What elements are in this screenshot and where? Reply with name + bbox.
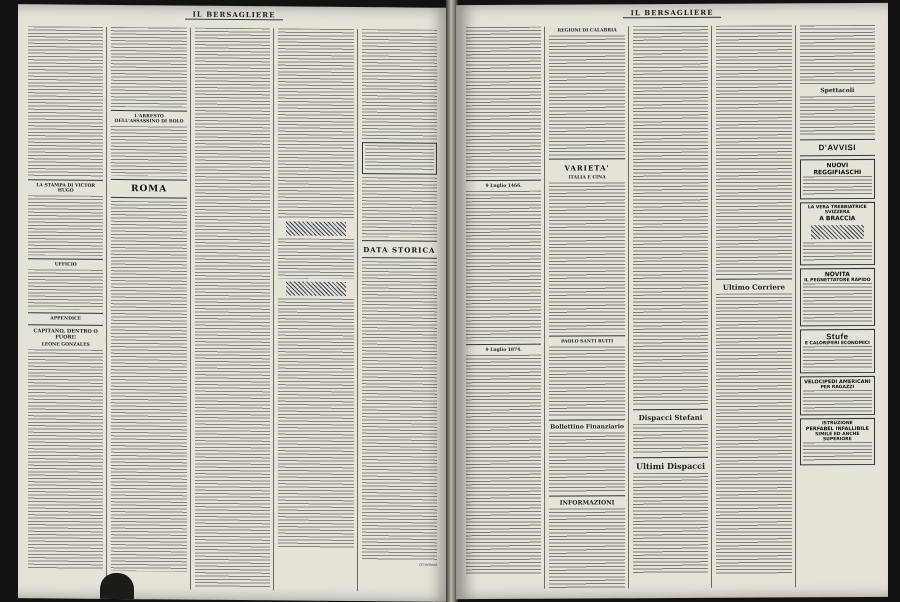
regioni-heading: REGIONI DI CALABRIA bbox=[557, 28, 617, 34]
ad-velocipedi: VELOCIPEDI AMERICANI PER RAGAZZI bbox=[800, 376, 875, 415]
varieta-heading: VARIETA' bbox=[564, 163, 610, 173]
small-woodcut-image bbox=[286, 221, 345, 236]
left-headline-arresto: L'ARRESTO DELL'ASSASSINO DI BOLO bbox=[114, 114, 184, 125]
serial-author: LEONE GONZALES bbox=[41, 342, 90, 348]
spettacoli-heading: Spettacoli bbox=[820, 87, 855, 95]
paolo-heading: PAOLO SANTI RUITI bbox=[561, 339, 614, 345]
informazioni-heading: INFORMAZIONI bbox=[559, 499, 615, 507]
ultimi-dispacci-heading: Ultimi Dispacci bbox=[635, 460, 706, 472]
left-masthead: IL BERSAGLIERE bbox=[18, 8, 450, 26]
bollettino-heading: Bollettino Finanziario bbox=[550, 423, 625, 431]
left-column-1 bbox=[28, 26, 107, 589]
avvisi-heading: D'AVVISI bbox=[818, 143, 856, 153]
data-storica-heading: DATA STORICA bbox=[363, 245, 436, 255]
small-woodcut-image bbox=[286, 281, 345, 296]
continua-note: (Continua) bbox=[419, 561, 438, 567]
roma-heading: ROMA bbox=[130, 184, 168, 195]
right-column-1 bbox=[466, 27, 545, 589]
luglio-1874-heading: 9 Luglio 1874. bbox=[485, 347, 522, 353]
ad-trebbiatrice: LA VERA TREBBIATRICE SVIZZERA A BRACCIA bbox=[800, 202, 875, 265]
right-page bbox=[456, 3, 888, 599]
left-column-5 bbox=[362, 29, 440, 592]
ad-stufe: Stufe E CALORIFERI ECONOMICI bbox=[800, 329, 875, 373]
left-column-3 bbox=[195, 28, 274, 591]
right-column-ads bbox=[800, 25, 878, 587]
right-masthead: IL BERSAGLIERE bbox=[456, 7, 888, 23]
weather-table bbox=[362, 142, 437, 175]
thumb-shadow bbox=[100, 573, 134, 599]
right-column-3 bbox=[633, 26, 712, 588]
luglio-1466-heading: 9 Luglio 1466. bbox=[485, 183, 522, 189]
left-column-2 bbox=[111, 27, 190, 590]
ad-reggifiaschi: NUOVI REGGIFIASCHI bbox=[800, 159, 875, 199]
ultimo-corriere-heading: Ultimo Corriere bbox=[722, 282, 785, 292]
machine-illustration bbox=[811, 225, 864, 239]
dispacci-heading: Dispacci Stefani bbox=[638, 412, 703, 423]
italia-cina-heading: ITALIA E CINA bbox=[568, 175, 606, 181]
left-page bbox=[18, 4, 450, 602]
right-column-2 bbox=[549, 26, 628, 588]
left-headline-frontiera: LA STAMPA DI VICTOR HUGO bbox=[36, 183, 96, 194]
ad-perfabel: ISTRUZIONE PERFABEL INFALLIBILE SIMILE ED ANCHE SUPERIORE bbox=[800, 418, 875, 465]
appendice-heading: APPENDICE bbox=[50, 316, 82, 322]
left-headline-ufficio: UFFICIO bbox=[54, 262, 77, 268]
right-column-4 bbox=[716, 25, 795, 587]
ad-pegnettatore: NOVITA IL PEGNETTATORE RAPIDO bbox=[800, 268, 875, 326]
left-column-4 bbox=[278, 28, 357, 591]
serial-title: CAPITANO, DENTRO O FUORI! bbox=[33, 328, 98, 341]
